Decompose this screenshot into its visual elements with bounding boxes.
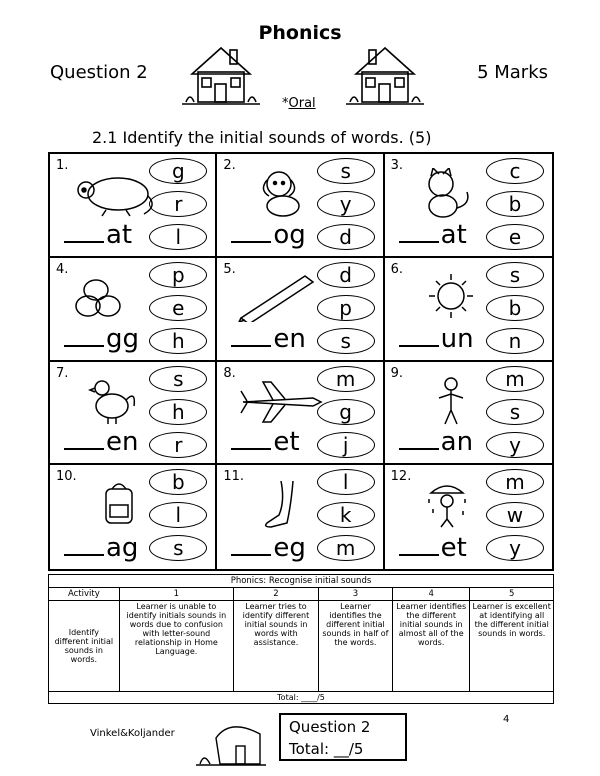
item-number: 8. (223, 365, 236, 381)
sun-icon (401, 272, 495, 322)
blank-line[interactable] (64, 554, 104, 556)
option-circle[interactable]: s (149, 535, 207, 561)
option-group (486, 262, 544, 354)
page-title: Phonics (258, 22, 342, 44)
exercise-cell (217, 258, 384, 362)
hen-icon (66, 376, 160, 426)
item-number: 4. (56, 261, 69, 277)
word-ending: et (273, 427, 300, 458)
blank-line[interactable] (231, 448, 271, 450)
word-ending: eg (273, 533, 306, 563)
word-blank (64, 427, 139, 458)
word-blank (399, 219, 467, 250)
option-circle[interactable]: s (317, 328, 375, 354)
item-number: 11. (223, 469, 245, 485)
item-number: 7. (56, 365, 69, 381)
exercise-cell (385, 154, 552, 258)
jet-icon (233, 376, 327, 426)
word-ending: un (440, 323, 474, 354)
exercise-cell (217, 465, 384, 569)
option-group (149, 366, 207, 458)
option-circle[interactable]: k (317, 502, 375, 528)
word-ending: en (106, 427, 139, 458)
option-circle[interactable]: y (486, 535, 544, 561)
word-blank (64, 535, 138, 561)
marks-label: 5 Marks (477, 62, 548, 83)
option-circle[interactable]: m (317, 535, 375, 561)
word-blank (399, 427, 474, 458)
option-circle[interactable]: y (486, 432, 544, 458)
exercise-cell (385, 258, 552, 362)
man-icon (401, 376, 495, 426)
blank-line[interactable] (231, 241, 271, 243)
option-circle[interactable]: s (486, 262, 544, 288)
word-ending: et (440, 533, 467, 563)
exercise-cell (385, 465, 552, 569)
option-circle[interactable]: h (149, 328, 207, 354)
item-number: 2. (223, 158, 236, 173)
exercise-cell (50, 465, 217, 569)
option-circle[interactable]: d (317, 224, 375, 250)
page-number: 4 (503, 714, 510, 725)
option-circle[interactable]: l (149, 224, 207, 250)
item-number: 10. (56, 469, 77, 485)
option-circle[interactable]: w (486, 502, 544, 528)
item-number: 12. (390, 469, 412, 485)
blank-line[interactable] (399, 554, 439, 556)
word-ending: at (440, 219, 467, 250)
pen-icon (233, 272, 327, 322)
rubric-descriptor: Learner identifies the different initial sounds in almost all of the words. (392, 601, 469, 692)
option-circle[interactable]: b (149, 469, 207, 495)
question-total-label: Question 2 (289, 718, 371, 736)
option-group (486, 469, 544, 561)
option-circle[interactable]: e (486, 224, 544, 250)
blank-line[interactable] (231, 345, 271, 347)
blank-line[interactable] (231, 554, 271, 556)
blank-line[interactable] (64, 345, 104, 347)
author-credit: Vinkel&Koljander (90, 728, 175, 739)
option-circle[interactable]: s (149, 366, 207, 392)
option-circle[interactable]: r (149, 191, 207, 217)
rubric-level: 5 (470, 588, 554, 601)
option-group (486, 366, 544, 458)
bag-icon (66, 479, 160, 529)
rubric-level: 1 (119, 588, 233, 601)
exercise-cell (217, 362, 384, 466)
wet-icon (401, 479, 495, 529)
exercise-cell (50, 362, 217, 466)
cat-icon (401, 168, 495, 218)
word-blank (64, 323, 140, 354)
rubric-activity-header: Activity (49, 588, 120, 601)
option-circle[interactable]: d (317, 262, 375, 288)
word-blank (399, 535, 467, 561)
word-ending: en (273, 323, 306, 354)
option-group (317, 469, 375, 561)
leg-icon (233, 479, 327, 529)
option-circle[interactable]: j (317, 432, 375, 458)
option-group (317, 366, 375, 458)
item-number: 6. (390, 261, 404, 277)
word-blank (231, 323, 306, 354)
option-circle[interactable]: y (317, 191, 375, 217)
option-circle[interactable]: m (486, 469, 544, 495)
rat-icon (66, 168, 160, 218)
rubric-title: Phonics: Recognise initial sounds (49, 575, 554, 588)
option-group (317, 262, 375, 354)
option-group (486, 158, 544, 250)
option-circle[interactable]: b (486, 295, 544, 321)
option-group (149, 262, 207, 354)
exercise-cell (50, 154, 217, 258)
rubric-descriptor: Learner identifies the different initial sounds in half of the words. (318, 601, 392, 692)
option-circle[interactable]: m (486, 366, 544, 392)
word-blank (399, 323, 474, 354)
exercise-cell (50, 258, 217, 362)
rubric-level: 2 (234, 588, 319, 601)
question-total-score: Total: __/5 (289, 740, 364, 758)
exercise-cell (217, 154, 384, 258)
blank-line[interactable] (64, 448, 104, 450)
option-circle[interactable]: c (486, 158, 544, 184)
option-circle[interactable]: g (317, 399, 375, 425)
exercise-grid (48, 152, 554, 571)
word-blank (231, 427, 300, 458)
option-circle[interactable]: s (486, 399, 544, 425)
option-circle[interactable]: p (149, 262, 207, 288)
option-circle[interactable]: r (149, 432, 207, 458)
question-label: Question 2 (50, 62, 148, 83)
word-ending: gg (106, 323, 140, 354)
oral-label: Oral (288, 96, 316, 111)
rubric-total: Total: ____/5 (49, 692, 554, 704)
word-ending: at (106, 219, 133, 250)
option-circle[interactable]: g (149, 158, 207, 184)
oral-note (282, 96, 316, 111)
option-circle[interactable]: b (486, 191, 544, 217)
eggs-icon (66, 272, 160, 322)
word-blank (231, 219, 306, 250)
option-group (317, 158, 375, 250)
word-blank (64, 219, 133, 250)
rubric-descriptor: Learner tries to identify different initial sounds in words with assistance. (234, 601, 319, 692)
item-number: 1. (56, 158, 69, 173)
rubric-descriptor: Learner is excellent at identifying all the different initial sounds in words. (470, 601, 554, 692)
option-circle[interactable]: l (149, 502, 207, 528)
rubric-descriptor: Learner is unable to identify initials sounds in words due to confusion with letter-sound relationship in Home Language. (119, 601, 233, 692)
blank-line[interactable] (399, 448, 439, 450)
word-ending: an (440, 427, 474, 458)
item-number: 9. (390, 365, 404, 381)
oral-prefix: * (282, 96, 289, 111)
blank-line[interactable] (399, 345, 439, 347)
option-circle[interactable]: e (149, 295, 207, 321)
option-group (149, 469, 207, 561)
option-circle[interactable]: m (317, 366, 375, 392)
item-number: 5. (223, 261, 236, 277)
rubric-activity: Identify different initial sounds in words. (49, 601, 120, 692)
house-icon (196, 716, 266, 768)
word-ending: ag (106, 533, 139, 563)
exercise-cell (385, 362, 552, 466)
option-circle[interactable]: h (149, 399, 207, 425)
item-number: 3. (390, 158, 404, 173)
house-icon (346, 40, 424, 112)
option-circle[interactable]: n (486, 328, 544, 354)
option-group (149, 158, 207, 250)
instruction: 2.1 Identify the initial sounds of words. (5) (92, 128, 432, 147)
question-total-box (279, 713, 407, 761)
word-ending: og (273, 219, 306, 250)
house-icon (182, 40, 260, 112)
option-circle[interactable]: s (317, 158, 375, 184)
blank-line[interactable] (64, 241, 104, 243)
dog-icon (233, 168, 327, 218)
rubric-table (48, 574, 554, 704)
option-circle[interactable]: p (317, 295, 375, 321)
blank-line[interactable] (399, 241, 439, 243)
option-circle[interactable]: l (317, 469, 375, 495)
rubric-level: 4 (392, 588, 469, 601)
word-blank (231, 535, 306, 561)
rubric-level: 3 (318, 588, 392, 601)
